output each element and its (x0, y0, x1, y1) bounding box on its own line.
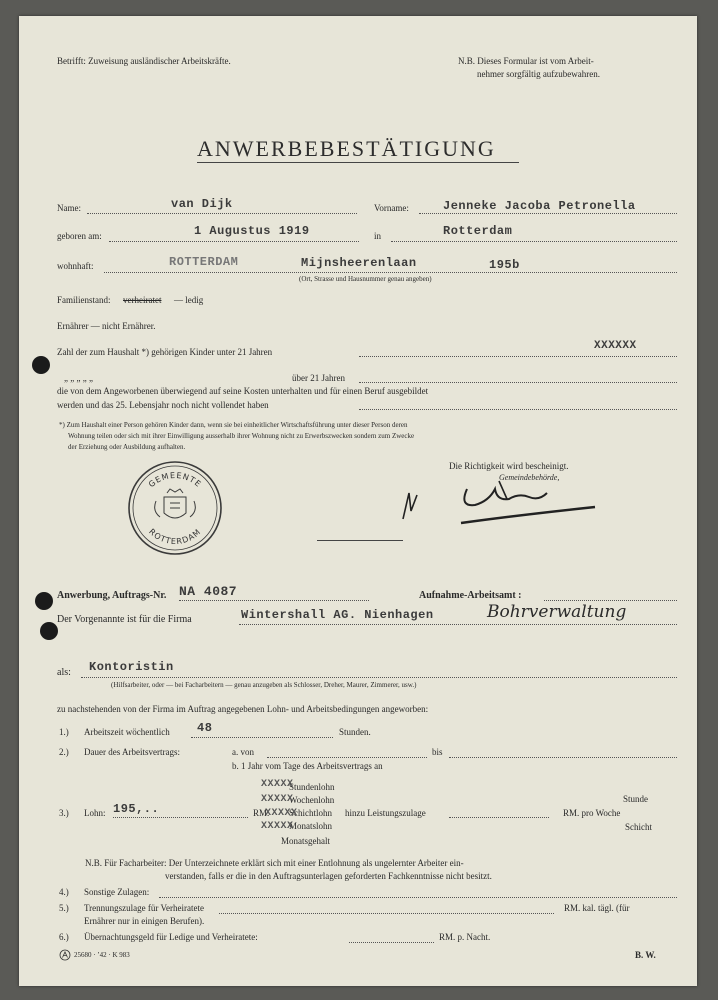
print-code: 25680 · ʼ42 · K 983 (74, 951, 130, 959)
firm-prefix: Der Vorgenannte ist für die Firma (57, 614, 192, 625)
term5-number: 5.) (59, 903, 69, 913)
address-line (104, 272, 677, 273)
term6-unit: RM. p. Nacht. (439, 932, 491, 942)
order-line (179, 600, 369, 601)
term4-line (159, 897, 677, 898)
order-value: NA 4087 (179, 584, 238, 599)
footnote-line2: Wohnung teilen oder sich mit ihrer Einwilligung ausserhalb ihrer Wohnung nicht zu Erwerbszwecken sondern zum Zwecke (68, 432, 415, 440)
children-value: XXXXXX (594, 340, 637, 352)
printer-mark-icon (59, 949, 71, 961)
address-hint: (Ort, Strasse und Hausnummer genau angeben) (299, 275, 432, 283)
term3-label: Lohn: (84, 808, 106, 818)
term4-number: 4.) (59, 887, 69, 897)
over21-line (359, 382, 677, 383)
order-label: Anwerbung, Auftrags-Nr. (57, 590, 167, 601)
footnote-line3: der Erziehung oder Ausbildung aufhalten. (68, 443, 186, 451)
term5-unit: RM. kal. tägl. (für (564, 903, 630, 913)
term5-line (219, 913, 554, 914)
firm-line (239, 624, 677, 625)
birthplace-value: Rotterdam (443, 224, 513, 238)
born-line (109, 241, 359, 242)
wage-stundenlohn: Stundenlohn (289, 782, 335, 792)
firm-value: Wintershall AG. Nienhagen (241, 608, 434, 622)
term3-rm-pro: RM. pro Woche (563, 808, 621, 818)
term1-unit: Stunden. (339, 727, 371, 737)
term2-label: Dauer des Arbeitsvertrags: (84, 747, 180, 757)
term6-label: Übernachtungsgeld für Ledige und Verheiratete: (84, 932, 258, 942)
term5-unit2: Ernährer nur in einigen Berufen). (84, 916, 205, 926)
vorname-value: Jenneke Jacoba Petronella (443, 199, 636, 213)
term6-line (349, 942, 434, 943)
punch-hole-2 (35, 592, 53, 610)
term3-stunde: Stunde (623, 794, 649, 804)
children-label: Zahl der zum Haushalt *) gehörigen Kinder unter 21 Jahren (57, 347, 273, 357)
address-label: wohnhaft: (57, 261, 94, 271)
house-number-value: 195b (489, 258, 520, 272)
supported-line2: werden und das 25. Lebensjahr noch nicht vollendet haben (57, 400, 269, 410)
term1-number: 1.) (59, 727, 69, 737)
supported-line (359, 409, 677, 410)
term2-from-line (267, 757, 427, 758)
term2-a: a. von (232, 747, 254, 757)
term2-to-line (449, 757, 677, 758)
term4-label: Sonstige Zulagen: (84, 887, 150, 897)
in-label: in (374, 231, 382, 241)
term5-label: Trennungszulage für Verheiratete (84, 903, 204, 913)
als-label: als: (57, 667, 71, 678)
street-value: Mijnsheerenlaan (301, 256, 417, 270)
term3-bonus-line (449, 817, 549, 818)
wage-monatsgehalt: Monatsgehalt (281, 836, 330, 846)
term3-line (113, 817, 248, 818)
supported-line1: die von dem Angeworbenen überwiegend auf seine Kosten unterhalten und für einen Beruf ausgebildet (57, 386, 429, 396)
term3-number: 3.) (59, 808, 69, 818)
born-value: 1 Augustus 1919 (194, 224, 310, 238)
term3-schicht: Schicht (625, 822, 652, 832)
document-sheet (19, 16, 697, 986)
preservation-note-line1: N.B. Dieses Formular ist vom Arbeit- (458, 56, 594, 66)
children-line (359, 356, 677, 357)
vorname-line (419, 213, 677, 214)
document-title: ANWERBEBESTÄTIGUNG (197, 136, 496, 161)
over21-label: über 21 Jahren (292, 373, 345, 383)
earner-line: Ernährer — nicht Ernährer. (57, 321, 156, 331)
over21-quotes: „ „ „ „ „ (64, 373, 93, 383)
subject-line: Betrifft: Zuweisung ausländischer Arbeitskräfte. (57, 56, 231, 66)
firm-handwritten: Bohrverwaltung (487, 602, 627, 622)
wage-xxx-3: XXXXX (265, 808, 298, 819)
name-label: Name: (57, 203, 81, 213)
city-value: ROTTERDAM (169, 255, 239, 269)
certification-text: Die Richtigkeit wird bescheinigt. (449, 461, 569, 471)
stamp-bottom-text: ROTTERDAM (147, 527, 203, 547)
term3-rm: RM. (253, 808, 270, 818)
name-line (87, 213, 357, 214)
nb-line1: N.B. Für Facharbeiter: Der Unterzeichnete erklärt sich mit einer Entlohnung als ungelernter Arbeiter ein- (85, 858, 464, 868)
certification-authority: Gemeindebehörde, (499, 473, 560, 482)
name-value: van Dijk (171, 197, 233, 211)
term1-line (191, 737, 333, 738)
term2-bis: bis (432, 747, 443, 757)
conditions-line: zu nachstehenden von der Firma im Auftrag angegebenen Lohn- und Arbeitsbedingungen angeworben: (57, 704, 429, 714)
family-married-struck: verheiratet (123, 295, 162, 305)
vorname-label: Vorname: (374, 203, 409, 213)
wage-xxx-2: XXXXX (261, 794, 294, 805)
term2-b: b. 1 Jahr vom Tage des Arbeitsvertrags an (232, 761, 383, 771)
office-label: Aufnahme-Arbeitsamt : (419, 590, 522, 601)
official-signature (389, 471, 609, 531)
als-hint: (Hilfsarbeiter, oder — bei Facharbeitern — genau anzugeben als Schlosser, Dreher, Maurer, Zimmerer, usw.) (111, 681, 417, 689)
municipality-stamp (126, 459, 224, 557)
birthplace-line (391, 241, 677, 242)
als-line (81, 677, 677, 678)
term3-bonus: hinzu Leistungszulage (345, 808, 426, 818)
family-status-label: Familienstand: (57, 295, 111, 305)
footer-bw: B. W. (635, 950, 656, 960)
wage-xxx-4: XXXXX (261, 821, 294, 832)
preservation-note-line2: nehmer sorgfältig aufzubewahren. (477, 69, 601, 79)
wage-wochenlohn: Wochenlohn (289, 795, 335, 805)
wage-xxx-1: XXXXX (261, 779, 294, 790)
term6-number: 6.) (59, 932, 69, 942)
wage-schichtlohn: Schichtlohn (289, 808, 332, 818)
term1-value: 48 (197, 721, 213, 735)
born-label: geboren am: (57, 231, 102, 241)
nb-line2: verstanden, falls er die in den Auftragsunterlagen geforderten Fachkenntnisse nicht besitzt. (165, 871, 492, 881)
als-value: Kontoristin (89, 660, 174, 674)
coat-of-arms-icon (155, 489, 196, 518)
punch-hole-1 (32, 356, 50, 374)
wage-monatslohn: Monatslohn (289, 821, 333, 831)
term3-value: 195,.. (113, 802, 160, 816)
title-underline (197, 162, 519, 163)
svg-text:ROTTERDAM (147, 527, 203, 546)
family-single: — ledig (174, 295, 204, 305)
term1-label: Arbeitszeit wöchentlich (84, 727, 170, 737)
term2-number: 2.) (59, 747, 69, 757)
stamp-top-text: GEMEENTE (146, 470, 204, 490)
section-separator (317, 540, 403, 541)
footnote-line1: *) Zum Haushalt einer Person gehören Kinder dann, wenn sie bei einheitlicher Wirtschaftsführung unter dieser Person deren (59, 421, 408, 429)
svg-text:GEMEENTE (147, 471, 203, 489)
office-line (544, 600, 677, 601)
punch-hole-3 (40, 622, 58, 640)
